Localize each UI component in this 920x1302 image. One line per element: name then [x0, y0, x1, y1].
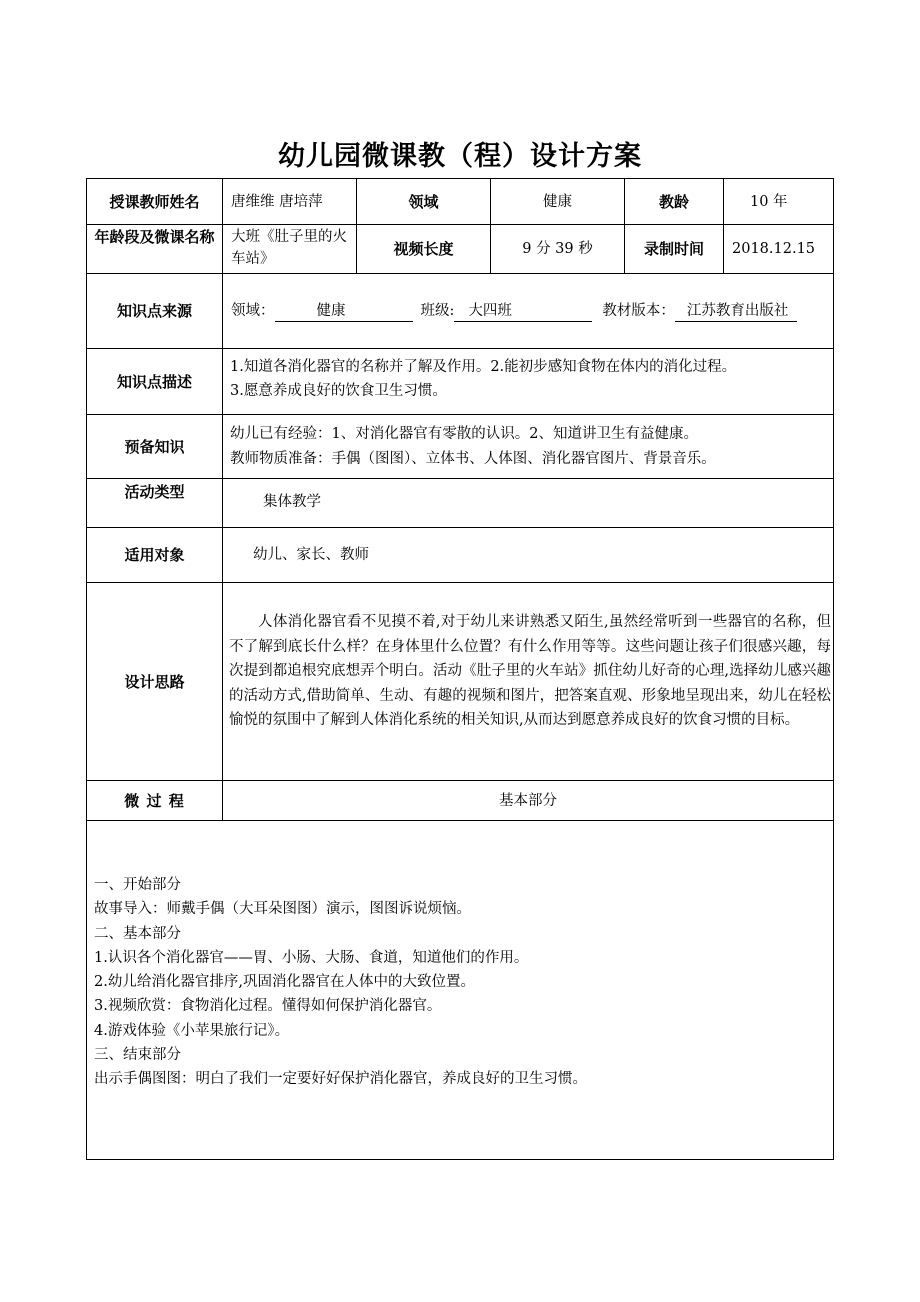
source-textbook-value: 江苏教育出版社 [675, 301, 797, 322]
design-text: 人体消化器官看不见摸不着,对于幼儿来讲熟悉又陌生,虽然经常听到一些器官的名称，但不了解到底长什么样？在身体里什么位置？有什么作用等等。这些问题让孩子们很感兴趣，每次提到都追根究底想弄个明白。活动《肚子里的火车站》抓住幼儿好奇的心理,选择幼儿感兴趣的活动方式,借助简单、生动、有趣的视频和图片，把答案直观、形象地呈现出来，幼儿在轻松愉悦的氛围中了解到人体消化系统的相关知识,从而达到愿意养成良好的饮食习惯的目标。 [229, 614, 831, 728]
source-textbook-prefix: 教材版本： [602, 303, 675, 319]
record-value: 2018.12.15 [732, 241, 816, 257]
field-label: 领域 [408, 192, 439, 211]
source-field-value: 健康 [275, 301, 413, 322]
activity-label: 活动类型 [124, 483, 185, 501]
process-list [94, 873, 830, 1113]
process-line: 4.游戏体验《小苹果旅行记》。 [94, 1022, 290, 1039]
grade-value: 大班《肚子里的火车站》 [231, 229, 347, 267]
process-line: 三、结束部分 [94, 1047, 181, 1064]
field-value: 健康 [543, 193, 572, 210]
age-label: 教龄 [658, 192, 689, 211]
prep-text [223, 422, 833, 478]
micro-value: 基本部分 [499, 792, 557, 809]
source-field-prefix: 领域： [231, 303, 275, 319]
activity-value: 集体教学 [263, 494, 321, 510]
process-line: 一、开始部分 [94, 877, 181, 893]
grade-label: 年龄段及微课名称 [94, 228, 215, 246]
description-label: 知识点描述 [116, 372, 192, 391]
process-line: 二、基本部分 [94, 925, 181, 942]
process-line: 出示手偶图图：明白了我们一定要好好保护消化器官，养成良好的卫生习惯。 [94, 1071, 587, 1088]
design-label: 设计思路 [124, 672, 185, 691]
audience-label: 适用对象 [124, 546, 185, 564]
teacher-value: 唐维维 唐培萍 [231, 193, 323, 210]
source-row [223, 274, 833, 348]
age-value: 10 年 [750, 193, 788, 210]
description-line-2: 3.愿意养成良好的饮食卫生习惯。 [230, 383, 447, 399]
video-label: 视频长度 [393, 240, 454, 258]
prep-line-1: 幼儿已有经验：1、对消化器官有零散的认识。2、知道讲卫生有益健康。 [230, 426, 698, 442]
page-title: 幼儿园微课教（程）设计方案 [278, 141, 642, 172]
video-value: 9 分 39 秒 [522, 241, 593, 257]
source-class-prefix: 班级: [420, 303, 455, 319]
process-line: 1.认识各个消化器官——胃、小肠、大肠、食道，知道他们的作用。 [94, 949, 529, 966]
prep-line-2: 教师物质准备：手偶（图图）、立体书、人体图、消化器官图片、背景音乐。 [230, 451, 716, 467]
description-text [223, 355, 833, 413]
micro-label: 微 过 程 [124, 791, 185, 810]
description-line-1: 1.知道各消化器官的名称并了解及作用。2.能初步感知食物在体内的消化过程。 [230, 359, 737, 375]
prep-label: 预备知识 [124, 437, 185, 456]
audience-value: 幼儿、家长、教师 [253, 547, 369, 563]
process-line: 3.视频欣赏：食物消化过程。懂得如何保护消化器官。 [94, 998, 442, 1015]
source-class-value: 大四班 [454, 301, 592, 322]
process-line: 故事导入：师戴手偶（大耳朵图图）演示，图图诉说烦恼。 [94, 901, 471, 918]
record-label: 录制时间 [643, 240, 704, 258]
source-label: 知识点来源 [116, 302, 192, 320]
teacher-label: 授课教师姓名 [109, 192, 200, 211]
process-line: 2.幼儿给消化器官排序,巩固消化器官在人体中的大致位置。 [94, 974, 475, 991]
